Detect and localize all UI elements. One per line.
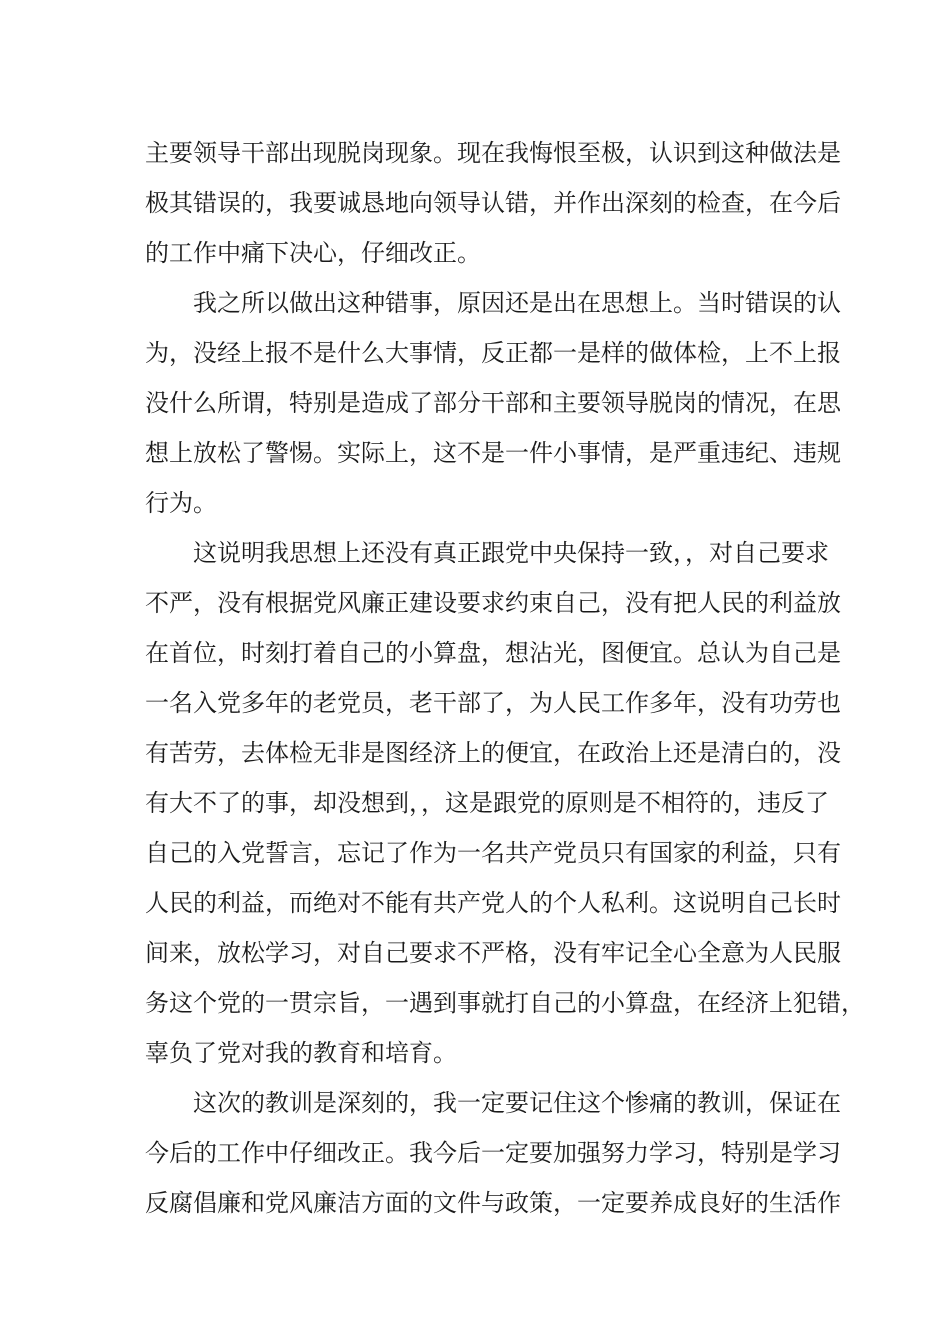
text-line: 自己的入党誓言，忘记了作为一名共产党员只有国家的利益，只有 <box>145 839 841 867</box>
text-line: 为，没经上报不是什么大事情，反正都一是样的做体检，上不上报 <box>145 339 841 367</box>
text-line: 务这个党的一贯宗旨，一遇到事就打自己的小算盘，在经济上犯错， <box>145 989 865 1017</box>
text-line: 行为。 <box>145 489 217 517</box>
text-line: 有苦劳，去体检无非是图经济上的便宜，在政治上还是清白的，没 <box>145 739 841 767</box>
paragraph-2 <box>145 278 841 528</box>
text-line: 不严，没有根据党风廉正建设要求约束自己，没有把人民的利益放 <box>145 589 841 617</box>
text-line: 今后的工作中仔细改正。我今后一定要加强努力学习，特别是学习 <box>145 1139 841 1167</box>
text-line: 一名入党多年的老党员，老干部了，为人民工作多年，没有功劳也 <box>145 689 841 717</box>
text-line: 想上放松了警惕。实际上，这不是一件小事情，是严重违纪、违规 <box>145 439 841 467</box>
paragraph-4 <box>145 1078 841 1228</box>
document-body <box>145 128 865 1228</box>
text-line: 的工作中痛下决心，仔细改正。 <box>145 239 481 267</box>
text-line: 主要领导干部出现脱岗现象。现在我悔恨至极，认识到这种做法是 <box>145 139 841 167</box>
text-line: 没什么所谓，特别是造成了部分干部和主要领导脱岗的情况，在思 <box>145 389 841 417</box>
text-line: 极其错误的，我要诚恳地向领导认错，并作出深刻的检查，在今后 <box>145 189 841 217</box>
text-line: 反腐倡廉和党风廉洁方面的文件与政策，一定要养成良好的生活作 <box>145 1189 841 1217</box>
text-line-indented: 这次的教训是深刻的，我一定要记住这个惨痛的教训，保证在 <box>193 1089 841 1117</box>
text-line: 在首位，时刻打着自己的小算盘，想沾光，图便宜。总认为自己是 <box>145 639 841 667</box>
text-line: 人民的利益，而绝对不能有共产党人的个人私利。这说明自己长时 <box>145 889 841 917</box>
paragraph-3 <box>145 528 865 1078</box>
text-line: 间来，放松学习，对自己要求不严格，没有牢记全心全意为人民服 <box>145 939 841 967</box>
text-line: 辜负了党对我的教育和培育。 <box>145 1039 457 1067</box>
paragraph-1 <box>145 128 841 278</box>
text-line-indented: 这说明我思想上还没有真正跟党中央保持一致，，对自己要求 <box>193 539 829 567</box>
text-line: 有大不了的事，却没想到，，这是跟党的原则是不相符的，违反了 <box>145 789 829 817</box>
text-line-indented: 我之所以做出这种错事，原因还是出在思想上。当时错误的认 <box>193 289 841 317</box>
